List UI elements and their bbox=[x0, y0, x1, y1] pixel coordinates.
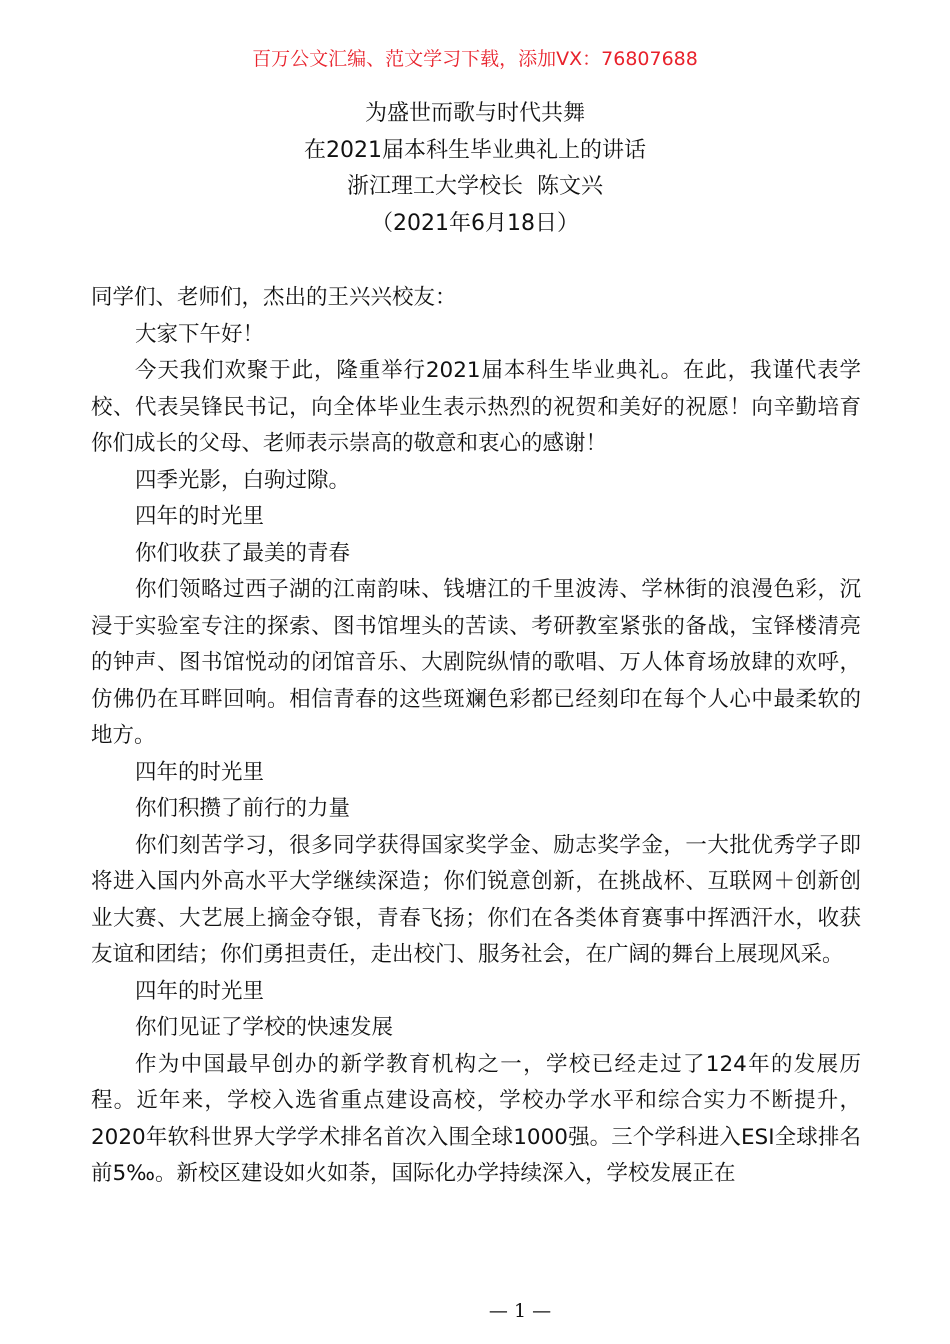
title-line-1: 为盛世而歌与时代共舞 bbox=[364, 101, 585, 126]
paragraph: 今天我们欢聚于此，隆重举行2021届本科生毕业典礼。在此，我谨代表学校、代表吴锋民书记，向全体毕业生表示热烈的祝贺和美好的祝愿！向辛勤培育你们成长的父母、老师表示崇高的敬意和衷心的感谢！ bbox=[91, 358, 861, 456]
paragraph: 四年的时光里 bbox=[135, 504, 265, 529]
paragraph: 你们刻苦学习，很多同学获得国家奖学金、励志奖学金，一大批优秀学子即将进入国内外高水平大学继续深造；你们锐意创新，在挑战杯、互联网＋创新创业大赛、大艺展上摘金夺银，青春飞扬；你们在各类体育赛事中挥洒汗水，收获友谊和团结；你们勇担责任，走出校门、服务社会，在广阔的舞台上展现风采。 bbox=[91, 832, 861, 967]
paragraph: 你们见证了学校的快速发展 bbox=[135, 1015, 394, 1040]
paragraph: 四年的时光里 bbox=[135, 978, 265, 1004]
paragraph: 你们积攒了前行的力量 bbox=[135, 796, 351, 821]
page-number: — 1 — bbox=[488, 1300, 552, 1322]
salutation: 同学们、老师们，杰出的王兴兴校友： bbox=[91, 285, 457, 310]
speech-body bbox=[91, 280, 861, 1193]
paragraph: 大家下午好！ bbox=[135, 321, 265, 347]
paragraph: 你们收获了最美的青春 bbox=[135, 540, 351, 566]
paragraph: 作为中国最早创办的新学教育机构之一，学校已经走过了124年的发展历程。近年来，学校入选省重点建设高校，学校办学水平和综合实力不断提升，2020年软科世界大学学术排名首次入围全球1000强。三个学科进入ESI全球排名前5‰。新校区建设如火如荼，国际化办学持续深入，学校发展正在 bbox=[91, 1051, 861, 1186]
paragraph: 你们领略过西子湖的江南韵味、钱塘江的千里波涛、学林街的浪漫色彩，沉浸于实验室专注的探索、图书馆埋头的苦读、考研教室紧张的备战，宝铎楼清亮的钟声、图书馆悦动的闭馆音乐、大剧院纵情的歌唱、万人体育场放肆的欢呼，仿佛仍在耳畔回响。相信青春的这些斑斓色彩都已经刻印在每个人心中最柔软的地方。 bbox=[91, 577, 861, 748]
paragraph: 四季光影，白驹过隙。 bbox=[135, 467, 351, 493]
paragraph: 四年的时光里 bbox=[135, 759, 265, 785]
title-line-3: 浙江理工大学校长 陈文兴 bbox=[347, 174, 603, 199]
title-line-2: 在2021届本科生毕业典礼上的讲话 bbox=[304, 137, 646, 163]
document-title-block bbox=[0, 96, 950, 242]
header-note: 百万公文汇编、范文学习下载，添加VX：76807688 bbox=[252, 48, 698, 70]
title-line-4: （2021年6月18日） bbox=[371, 210, 579, 236]
